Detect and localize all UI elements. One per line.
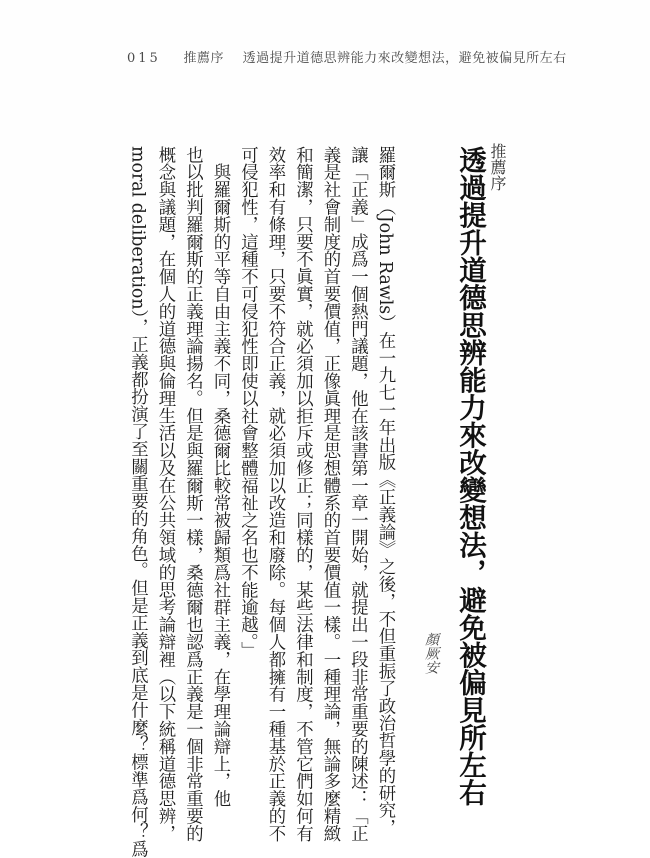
author-name: 顏厥安 xyxy=(423,632,439,674)
section-label: 推薦序 xyxy=(488,143,507,191)
page-number: 015 xyxy=(127,51,161,66)
header-running-title: 透過提升道德思辨能力來改變想法，避免被偏見所左右 xyxy=(242,51,567,66)
body-column: moral deliberation），正義都扮演了至關重要的角色。但是正義到底是什麼？標準爲何？爲 xyxy=(127,146,148,858)
body-text xyxy=(120,146,400,858)
body-column: 義是社會制度的首要價值，正像眞理是思想體系的首要價值一樣。一種理論，無論多麼精緻 xyxy=(320,146,340,842)
body-column: 效率和有條理，只要不符合正義，就必須加以改造和廢除。每個人都擁有一種基於正義的不 xyxy=(265,146,285,842)
chapter-title: 透過提升道德思辨能力來改變想法，避免被偏見所左右 xyxy=(454,146,486,806)
header-section-label: 推薦序 xyxy=(183,51,224,66)
body-column: 羅爾斯（John Rawls）在一九七一年出版《正義論》之後，不但重振了政治哲學的研究， xyxy=(375,146,395,837)
body-column: 也以批判羅爾斯的正義理論揚名。但是與羅爾斯一樣，桑德爾也認爲正義是一個非常重要的 xyxy=(182,146,203,842)
body-column: 讓「正義」成爲一個熱門議題，他在該書第一章一開始，就提出一段非常重要的陳述：「正 xyxy=(347,146,368,842)
running-header xyxy=(127,47,567,66)
body-column: 與羅爾斯的平等自由主義不同，桑德爾比較常被歸類爲社群主義，在學理論辯上，他 xyxy=(210,146,230,808)
body-column: 可侵犯性，這種不可侵犯性即使以社會整體福祉之名也不能逾越。」 xyxy=(237,146,258,660)
body-column: 概念與議題，在個人的道德與倫理生活以及在公共領域的思考論辯裡（以下統稱道德思辨， xyxy=(155,146,175,842)
body-column: 和簡潔，只要不眞實，就必須加以拒斥或修正；同樣的，某些法律和制度，不管它們如何有 xyxy=(292,146,313,842)
